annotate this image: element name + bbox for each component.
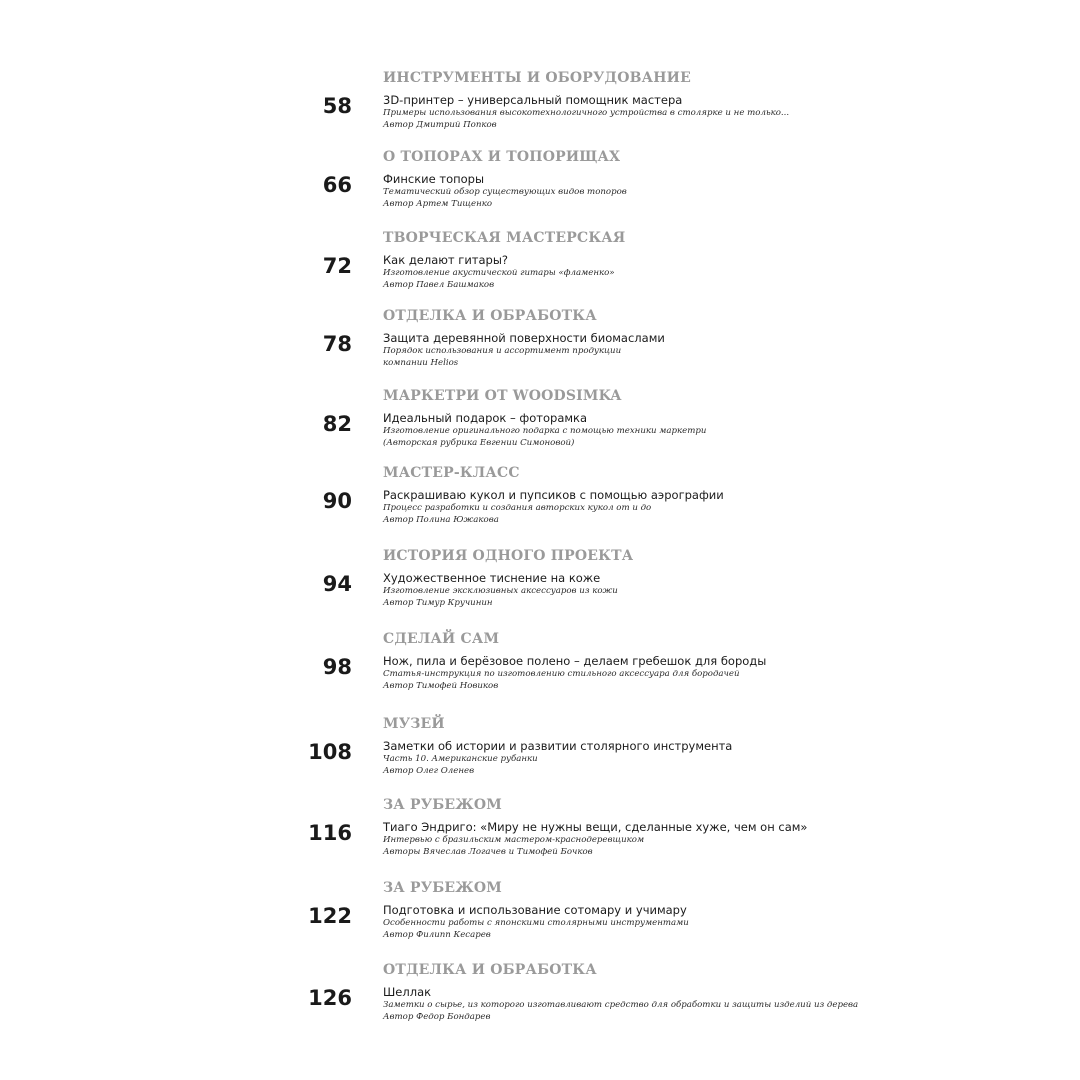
page-number: 116 [308,821,352,845]
article-subtitle: Заметки о сырье, из которого изготавливают средство для обработки и защиты изделий из дерева [383,1000,859,1010]
page-number: 90 [322,489,352,513]
article-title: Подготовка и использование сотомару и учимару [383,903,687,917]
article-title: Шеллак [383,985,432,999]
article-author: Авторы Вячеслав Логачев и Тимофей Бочков [383,846,593,857]
article-title: Идеальный подарок – фоторамка [383,411,588,425]
page-number: 98 [322,655,352,679]
article-subtitle: Тематический обзор существующих видов топоров [383,187,627,197]
section-heading: ИНСТРУМЕНТЫ И ОБОРУДОВАНИЕ [383,70,691,86]
article-description [383,669,903,692]
section-heading: ИСТОРИЯ ОДНОГО ПРОЕКТА [383,548,634,564]
article-title: Тиаго Эндриго: «Миру не нужны вещи, сделанные хуже, чем он сам» [383,820,808,834]
section-heading: ЗА РУБЕЖОМ [383,880,502,896]
article-author: (Авторская рубрика Евгении Симоновой) [383,437,575,448]
article-description [383,754,903,777]
article-author: Автор Дмитрий Попков [383,119,497,130]
article-author: Автор Тимофей Новиков [383,680,499,691]
article-title: Художественное тиснение на коже [383,571,601,585]
article-subtitle: Статья-инструкция по изготовлению стильного аксессуара для бородачей [383,669,740,679]
article-title: Заметки об истории и развитии столярного инструмента [383,739,733,753]
article-description [383,346,903,369]
article-description [383,835,903,858]
section-heading: МАСТЕР-КЛАСС [383,465,520,481]
page-number: 94 [322,572,352,596]
article-subtitle: Процесс разработки и создания авторских кукол от и до [383,503,652,513]
article-author: компании Helios [383,357,459,368]
article-subtitle: Особенности работы с японскими столярными инструментами [383,918,689,928]
section-heading: О ТОПОРАХ И ТОПОРИЩАХ [383,149,621,165]
article-description [383,108,903,131]
article-subtitle: Часть 10. Американские рубанки [383,754,538,764]
article-title: Нож, пила и берёзовое полено – делаем гребешок для бороды [383,654,767,668]
page-number: 126 [308,986,352,1010]
article-description [383,586,903,609]
page-number: 66 [322,173,352,197]
article-description [383,503,903,526]
section-heading: ОТДЕЛКА И ОБРАБОТКА [383,962,597,978]
article-subtitle: Порядок использования и ассортимент продукции [383,346,622,356]
article-title: Раскрашиваю кукол и пупсиков с помощью аэрографии [383,488,724,502]
article-title: Финские топоры [383,172,485,186]
section-heading: ЗА РУБЕЖОМ [383,797,502,813]
article-subtitle: Изготовление акустической гитары «фламенко» [383,268,615,278]
section-heading: ОТДЕЛКА И ОБРАБОТКА [383,308,597,324]
page-number: 122 [308,904,352,928]
article-description [383,187,903,210]
page-number: 58 [322,94,352,118]
page-number: 108 [308,740,352,764]
article-title: Как делают гитары? [383,253,509,267]
section-heading: СДЕЛАЙ САМ [383,631,500,647]
article-title: Защита деревянной поверхности биомаслами [383,331,665,345]
article-subtitle: Интервью с бразильским мастером-краснодеревщиком [383,835,645,845]
article-subtitle: Примеры использования высокотехнологичного устройства в столярке и не только... [383,108,790,118]
article-description [383,918,903,941]
article-description [383,268,903,291]
article-author: Автор Павел Башмаков [383,279,495,290]
article-author: Автор Филипп Кесарев [383,929,491,940]
section-heading: МАРКЕТРИ ОТ WOODSIMKA [383,388,622,404]
article-description [383,426,903,449]
article-author: Автор Федор Бондарев [383,1011,491,1022]
article-description [383,1000,903,1023]
page-number: 72 [322,254,352,278]
section-heading: МУЗЕЙ [383,716,445,732]
article-subtitle: Изготовление эксклюзивных аксессуаров из кожи [383,586,618,596]
article-author: Автор Артем Тищенко [383,198,493,209]
page-number: 78 [322,332,352,356]
section-heading: ТВОРЧЕСКАЯ МАСТЕРСКАЯ [383,230,626,246]
article-author: Автор Полина Южакова [383,514,499,525]
article-title: 3D-принтер – универсальный помощник мастера [383,93,683,107]
page-number: 82 [322,412,352,436]
article-author: Автор Тимур Кручинин [383,597,493,608]
article-subtitle: Изготовление оригинального подарка с помощью техники маркетри [383,426,707,436]
article-author: Автор Олег Оленев [383,765,475,776]
